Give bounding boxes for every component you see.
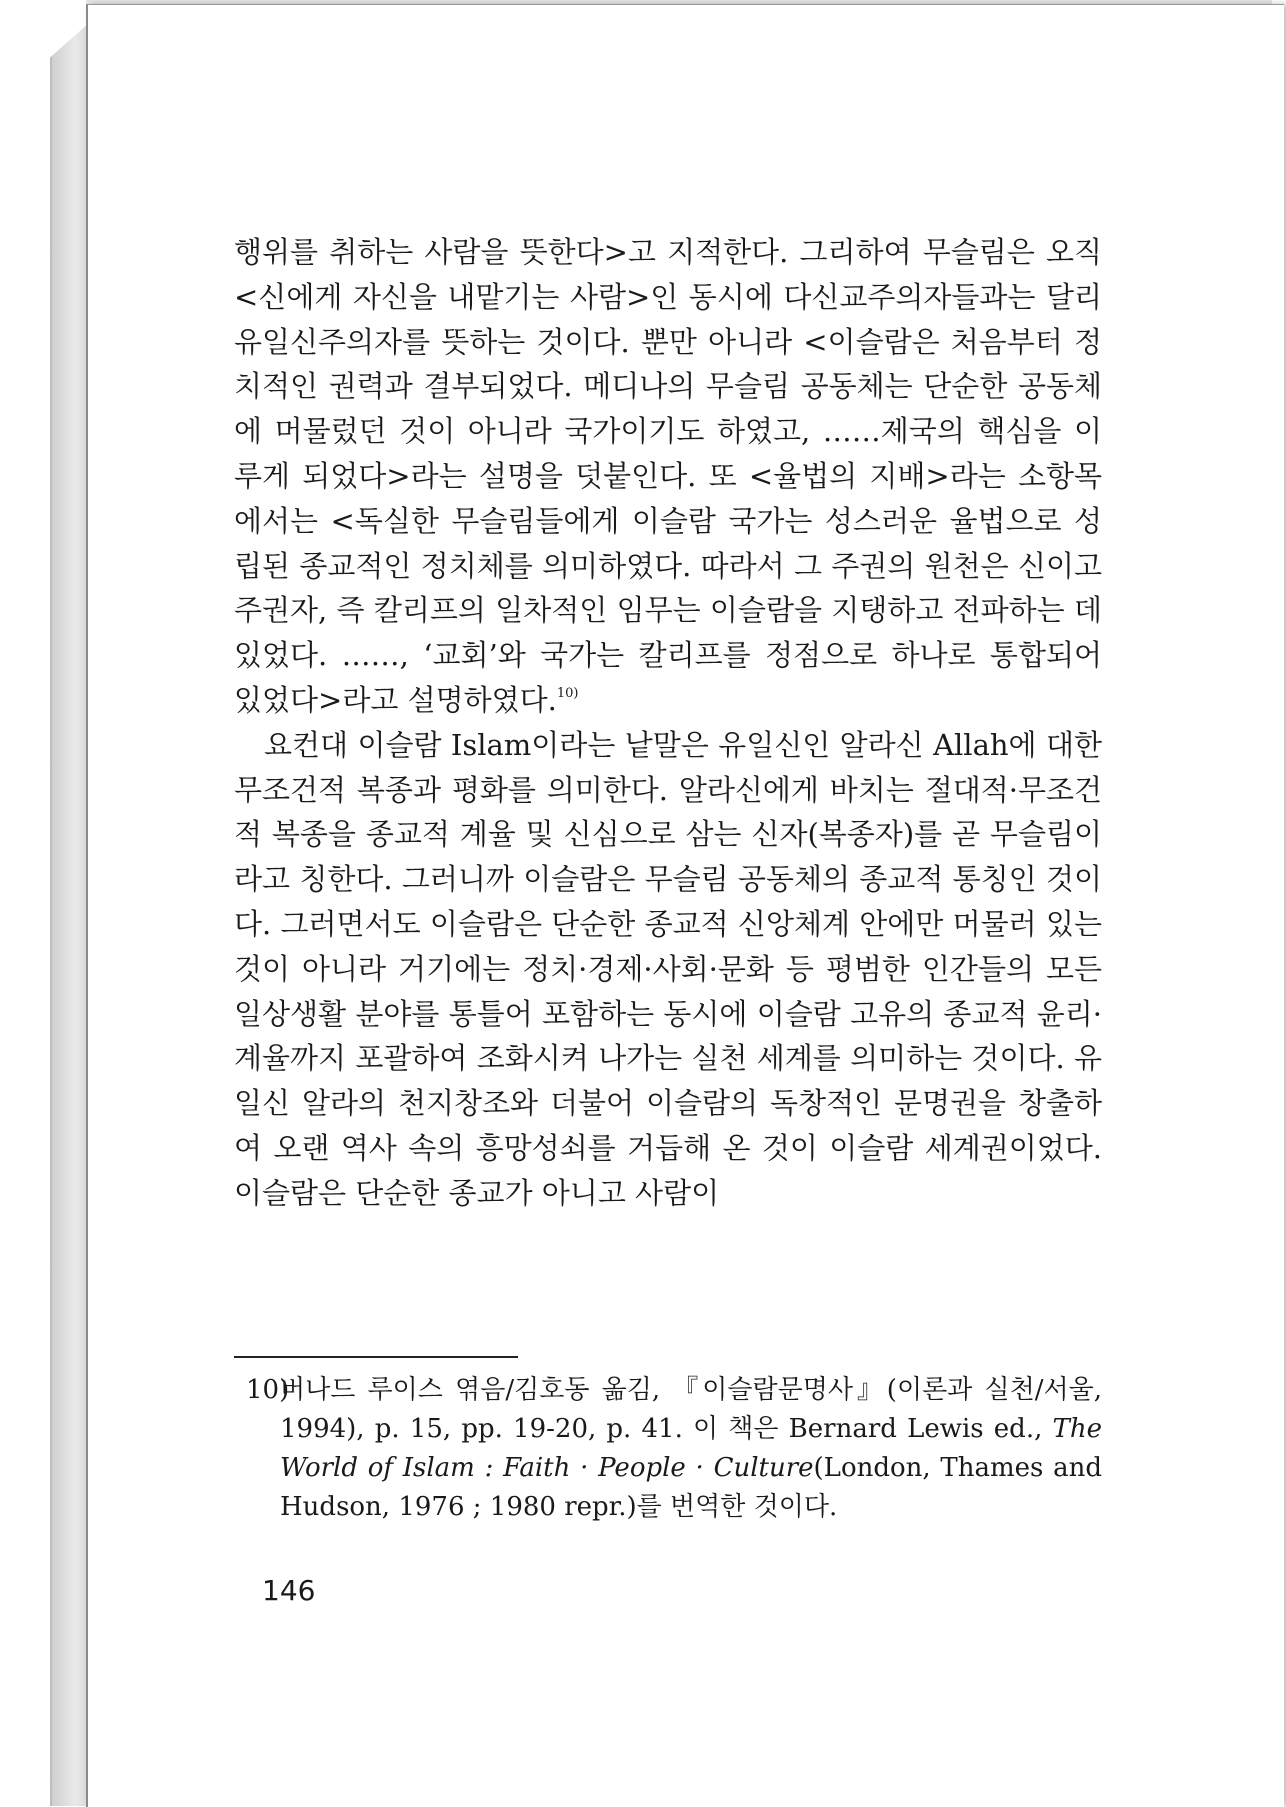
paragraph-1-text: 행위를 취하는 사람을 뜻한다>고 지적한다. 그리하여 무슬림은 오직 <신에게 자신을 내맡기는 사람>인 동시에 다신교주의자들과는 달리 유일신주의자를 뜻하는 것이다. 뿐만 아니라 <이슬람은 처음부터 정치적인 권력과 결부되었다. 메디나의 무슬림 공동체는 단순한 공동체에 머물렀던 것이 아니라 국가이기도 하였고, ……제국의 핵심을 이루게 되었다>라는 설명을 덧붙인다. 또 <율법의 지배>라는 소항목에서는 <독실한 무슬림들에게 이슬람 국가는 성스러운 율법으로 성립된 종교적인 정치체를 의미하였다. 따라서 그 주권의 원천은 신이고 주권자, 즉 칼리프의 일차적인 임무는 이슬람을 지탱하고 전파하는 데 있었다. ……, ‘교회’와 국가는 칼리프를 정점으로 하나로 통합되어 있었다>라고 설명하였다. bbox=[234, 235, 1102, 717]
page-number: 146 bbox=[262, 1574, 316, 1607]
footnote-book-title: The World of Islam : Faith · People · Culture bbox=[280, 1414, 1102, 1483]
footnote-text-2: (London, Thames and Hudson, 1976 ; 1980 repr.)를 번역한 것이다. bbox=[280, 1453, 1102, 1522]
body-text bbox=[234, 230, 1102, 1216]
footnote-body bbox=[280, 1371, 1102, 1527]
paragraph-2: 요컨대 이슬람 Islam이라는 낱말은 유일신인 알라신 Allah에 대한 무조건적 복종과 평화를 의미한다. 알라신에게 바치는 절대적·무조건적 복종을 종교적 계율 및 신심으로 삼는 신자(복종자)를 곧 무슬림이라고 칭한다. 그러니까 이슬람은 무슬림 공동체의 종교적 통칭인 것이다. 그러면서도 이슬람은 단순한 종교적 신앙체계 안에만 머물러 있는 것이 아니라 거기에는 정치·경제·사회·문화 등 평범한 인간들의 모든 일상생활 분야를 통틀어 포함하는 동시에 이슬람 고유의 종교적 윤리·계율까지 포괄하여 조화시켜 나가는 실천 세계를 의미하는 것이다. 유일신 알라의 천지창조와 더불어 이슬람의 독창적인 문명권을 창출하여 오랜 역사 속의 흥망성쇠를 거듭해 온 것이 이슬람 세계권이었다. 이슬람은 단순한 종교가 아니고 사람이 bbox=[234, 727, 1102, 1210]
footnote-text-1: 버나드 루이스 엮음/김호동 옮김, 『이슬람문명사』(이론과 실천/서울, 1994), p. 15, pp. 19-20, p. 41. 이 책은 Bernard Lewis ed., bbox=[280, 1375, 1102, 1444]
footnote-divider bbox=[234, 1356, 518, 1358]
footnote bbox=[234, 1371, 1102, 1527]
paragraph-1 bbox=[234, 230, 1102, 723]
book-spine-edge bbox=[50, 22, 90, 1806]
footnote-number: 10) bbox=[246, 1375, 290, 1405]
footnote-reference: 10) bbox=[556, 685, 579, 701]
